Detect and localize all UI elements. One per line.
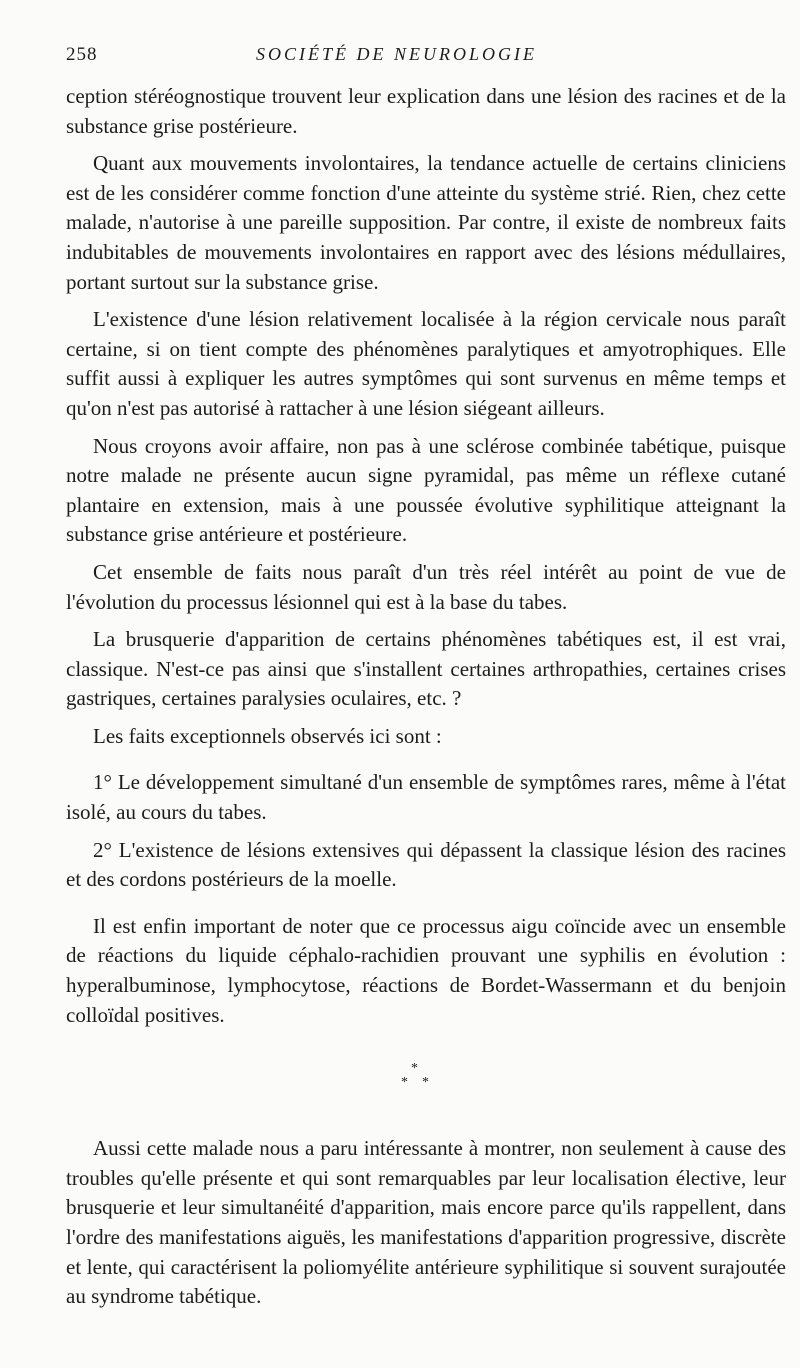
asterism-star: * [422,1075,429,1091]
paragraph-csf-reactions: Il est enfin important de noter que ce processus aigu coïncide avec un ensemble de réactions du liquide céphalo-rachidien prouvant une syphilis en évolution : hyperalbuminose, lymphocytose, réactions de Bordet-Wassermann et du benjoin colloïdal positives. [66,913,786,1027]
asterism-star: * [411,1061,418,1077]
page-number: 258 [66,44,98,65]
asterism-separator [66,1050,786,1124]
paragraph-diagnosis: Nous croyons avoir affaire, non pas à une sclérose combinée tabétique, puisque notre malade ne présente aucun signe pyramidal, pas même un réflexe cutané plantaire en extension, mais à une poussée évolutive syphilitique atteignant la substance grise antérieure et postérieure. [66,433,786,547]
list-item-1: 1° Le développement simultané d'un ensemble de symptômes rares, même à l'état isolé, au cours du tabes. [66,770,786,825]
paragraph-evolution: Cet ensemble de faits nous paraît d'un très réel intérêt au point de vue de l'évolution du processus lésionnel qui est à la base du tabes. [66,559,786,614]
journal-title: SOCIÉTÉ DE NEUROLOGIE [256,44,537,64]
paragraph-involuntary-movements: Quant aux mouvements involontaires, la tendance actuelle de certains cliniciens est de les considérer comme fonction d'une atteinte du système strié. Rien, chez cette malade, n'autorise à une pareille supposition. Par contre, il existe de nombreux faits indubitables de mouvements involontaires en rapport avec des lésions médullaires, portant surtout sur la substance grise. [66,151,786,294]
body-text [66,82,786,1320]
paragraph-exceptional-facts: Les faits exceptionnels observés ici sont : [93,723,442,748]
running-head [66,44,786,74]
paragraph-continuation: ception stéréognostique trouvent leur explication dans une lésion des racines et de la substance grise postérieure. [66,84,786,138]
paragraph-cervical-lesion: L'existence d'une lésion relativement localisée à la région cervicale nous paraît certaine, si on tient compte des phénomènes paralytiques et amyotrophiques. Elle suffit aussi à expliquer les autres symptômes qui sont survenus en même temps et qu'on n'est pas autorisé à rattacher à une lésion siégeant ailleurs. [66,307,786,420]
asterism-star: * [401,1075,408,1091]
paragraph-conclusion: Aussi cette malade nous a paru intéressante à montrer, non seulement à cause des troubles qu'elle présente et qui sont remarquables par leur localisation élective, leur brusquerie et leur simultanéité d'apparition, mais encore parce qu'ils rappellent, dans l'ordre des manifestations aiguës, les manifestations d'apparition progressive, discrète et lente, qui caractérisent la poliomyélite antérieure syphilitique si souvent surajoutée au syndrome tabétique. [66,1136,786,1309]
list-item-2: 2° L'existence de lésions extensives qui dépassent la classique lésion des racines et des cordons postérieurs de la moelle. [66,837,786,892]
paragraph-brusquerie: La brusquerie d'apparition de certains phénomènes tabétiques est, il est vrai, classique. N'est-ce pas ainsi que s'installent certaines arthropathies, certaines crises gastriques, certaines paralysies oculaires, etc. ? [66,627,786,711]
